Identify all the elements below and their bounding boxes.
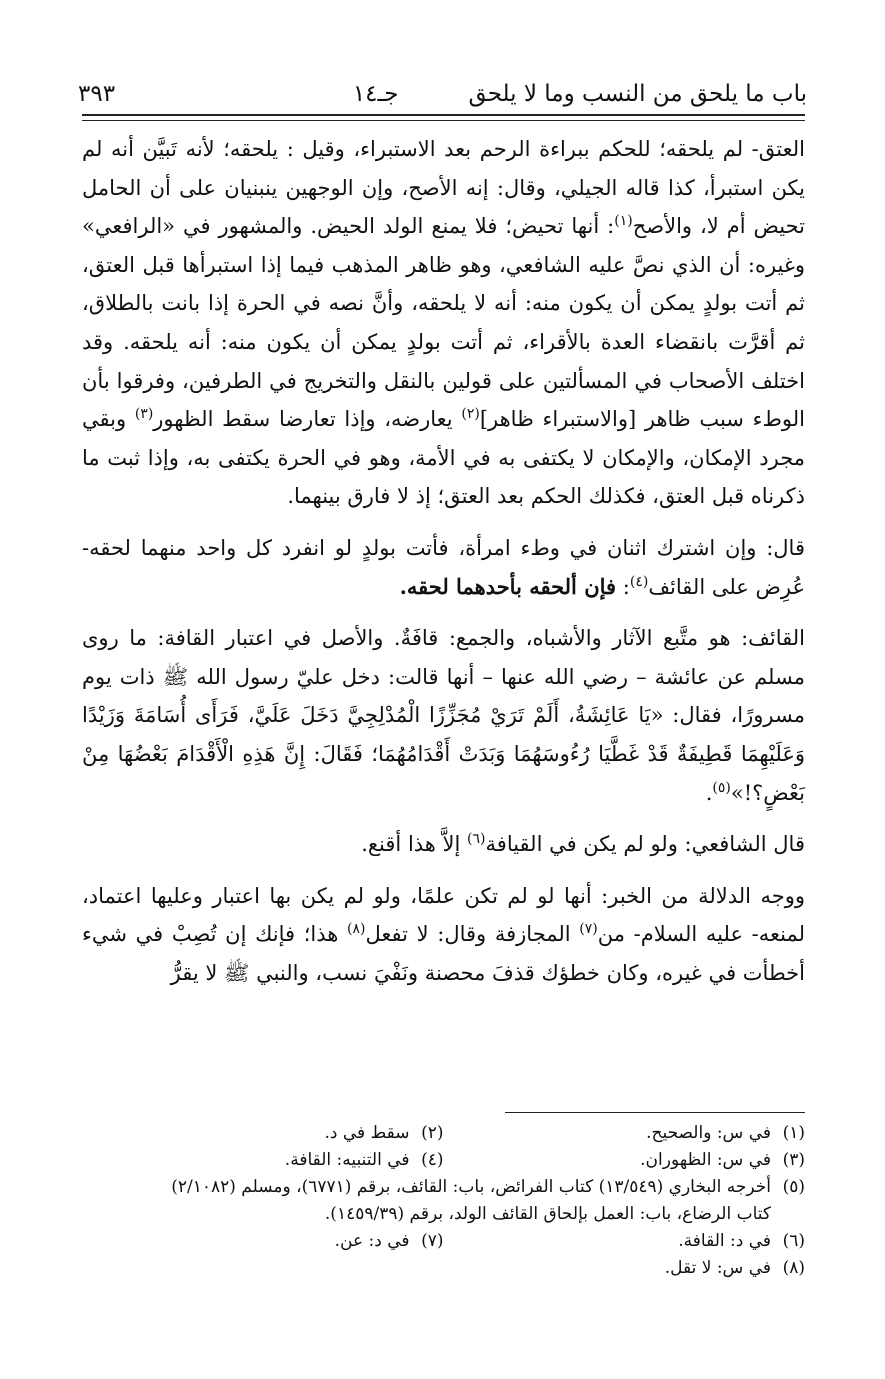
header-rule-thin	[82, 120, 805, 121]
footnote-ref-3[interactable]: (٣)	[134, 406, 154, 423]
footnote-ref-6[interactable]: (٦)	[467, 831, 486, 848]
paragraph-3: القائف: هو متَّبع الآثار والأشباه، والجمع: قافَةٌ. والأصل في اعتبار القافة: ما روى مسلم عن عائشة – رضي الله عنها – أنها قالت: دخل عليّ رسول الله ﷺ ذات يوم مسرورًا، فقال: «يَا عَائِشَةُ، أَلَمْ تَرَيْ مُجَزِّزًا الْمُدْلِجِيَّ دَخَلَ عَلَيَّ، فَرَأَى أُسَامَةَ وَزَيْدًا وَعَلَيْهِمَا قَطِيفَةٌ قَدْ غَطَّيَا رُءُوسَهُمَا وَبَدَتْ أَقْدَامُهُمَا؛ فَقَالَ: إِنَّ هَذِهِ الْأَقْدَامَ بَعْضُهَا مِنْ بَعْضٍ؟!»$^{(٥)}$.	[82, 626, 805, 805]
footnote-ref-8[interactable]: (٨)	[347, 921, 366, 938]
header-title-group	[353, 81, 807, 107]
footnote-separator	[505, 1112, 805, 1113]
paragraph-5: ووجه الدلالة من الخبر: أنها لو لم تكن علمًا، ولو لم يكن بها اعتبار وعليها اعتماد، لمنعه- عليه السلام- من$^{(٧)}$ المجازفة وقال: لا تفعل$^{(٨)}$ هذا؛ فإنك إن تُصِبْ في شيء أخطأت في غيره، وكان خطؤك قذفَ محصنة ونَفْيَ نسب، والنبي ﷺ لا يقرُّ	[82, 883, 806, 985]
volume-number: جـ١٤	[352, 81, 399, 107]
footnote-ref-2[interactable]: (٢)	[461, 406, 480, 423]
footnote-ref-7[interactable]: (٧)	[579, 921, 598, 938]
footnote-7: (٧)في د: عن.	[334, 1231, 444, 1251]
footnote-row	[82, 1228, 805, 1255]
paragraph-4: قال الشافعي: ولو لم يكن في القيافة$^{(٦)}$ إلاَّ هذا أقنع.	[361, 831, 805, 857]
footnote-row	[82, 1147, 805, 1174]
footnote-2: (٢)سقط في د.	[324, 1123, 444, 1143]
footnote-4: (٤)في التنبيه: القافة.	[284, 1150, 444, 1170]
footnotes	[82, 1120, 805, 1282]
running-header	[78, 74, 807, 114]
footnote-3: (٣)في س: الظهوران.	[640, 1150, 805, 1170]
main-text	[82, 130, 805, 1005]
header-rule-thick	[82, 114, 805, 116]
footnote-6: (٦)في د: القافة.	[678, 1231, 805, 1251]
footnote-1: (١)في س: والصحيح.	[646, 1123, 805, 1143]
footnote-ref-4[interactable]: (٤)	[629, 573, 649, 590]
page-number: ٣٩٣	[78, 81, 116, 107]
paragraph-1: العتق- لم يلحقه؛ للحكم ببراءة الرحم بعد الاستبراء، وقيل : يلحقه؛ لأنه تَبيَّن أنه لم يكن استبرأ، كذا قاله الجيلي، وقال: إنه الأصح، وإن الوجهين ينبنيان على أن الحامل تحيض أم لا، والأصح$^{(١)}$: أنها تحيض؛ فلا يمنع الولد الحيض. والمشهور في «الرافعي» وغيره: أن الذي نصَّ عليه الشافعي، وهو ظاهر المذهب فيما إذا استبرأها قبل العتق، ثم أتت بولدٍ يمكن أن يكون منه: أنه لا يلحقه، وأنَّ نصه في الحرة إذا بانت بالطلاق، ثم أقرَّت بانقضاء العدة بالأقراء، ثم أتت بولدٍ يمكن أن يكون منه: أنه يلحقه. وقد اختلف الأصحاب في المسألتين على قولين بالنقل والتخريج في الطرفين، وفرقوا بأن الوطء سبب ظاهر [والاستبراء ظاهر]$^{(٢)}$ يعارضه، وإذا تعارضا سقط الظهور$^{(٣)}$ وبقي مجرد الإمكان، والإمكان لا يكتفى به في الأمة، وهو في الحرة يكتفى به، وإذا ثبت ما ذكرناه قبل العتق، فكذلك الحكم بعد العتق؛ إذ لا فارق بينهما.	[82, 137, 806, 509]
paragraph-2: قال: وإن اشترك اثنان في وطء امرأة، فأتت بولدٍ لو انفرد كل واحد منهما لحقه- عُرِض على القائف$^{(٤)}$: فإن ألحقه بأحدهما لحقه.	[82, 535, 805, 599]
footnote-ref-1[interactable]: (١)	[614, 213, 633, 230]
bold-ruling: فإن ألحقه بأحدهما لحقه.	[399, 573, 617, 599]
footnote-8: (٨)في س: لا تقل.	[664, 1258, 805, 1278]
footnote-5: (٥)أخرجه البخاري (١٣/٥٤٩) كتاب الفرائض، باب: القائف، برقم (٦٧٧١)، ومسلم (٢/١٠٨٢) كتاب الرضاع، باب: العمل بإلحاق القائف الولد، برقم (١٤٥٩/٣٩).	[171, 1177, 805, 1224]
footnote-row	[82, 1120, 805, 1147]
footnote-ref-5[interactable]: (٥)	[712, 779, 731, 796]
chapter-title: باب ما يلحق من النسب وما لا يلحق	[468, 81, 807, 107]
